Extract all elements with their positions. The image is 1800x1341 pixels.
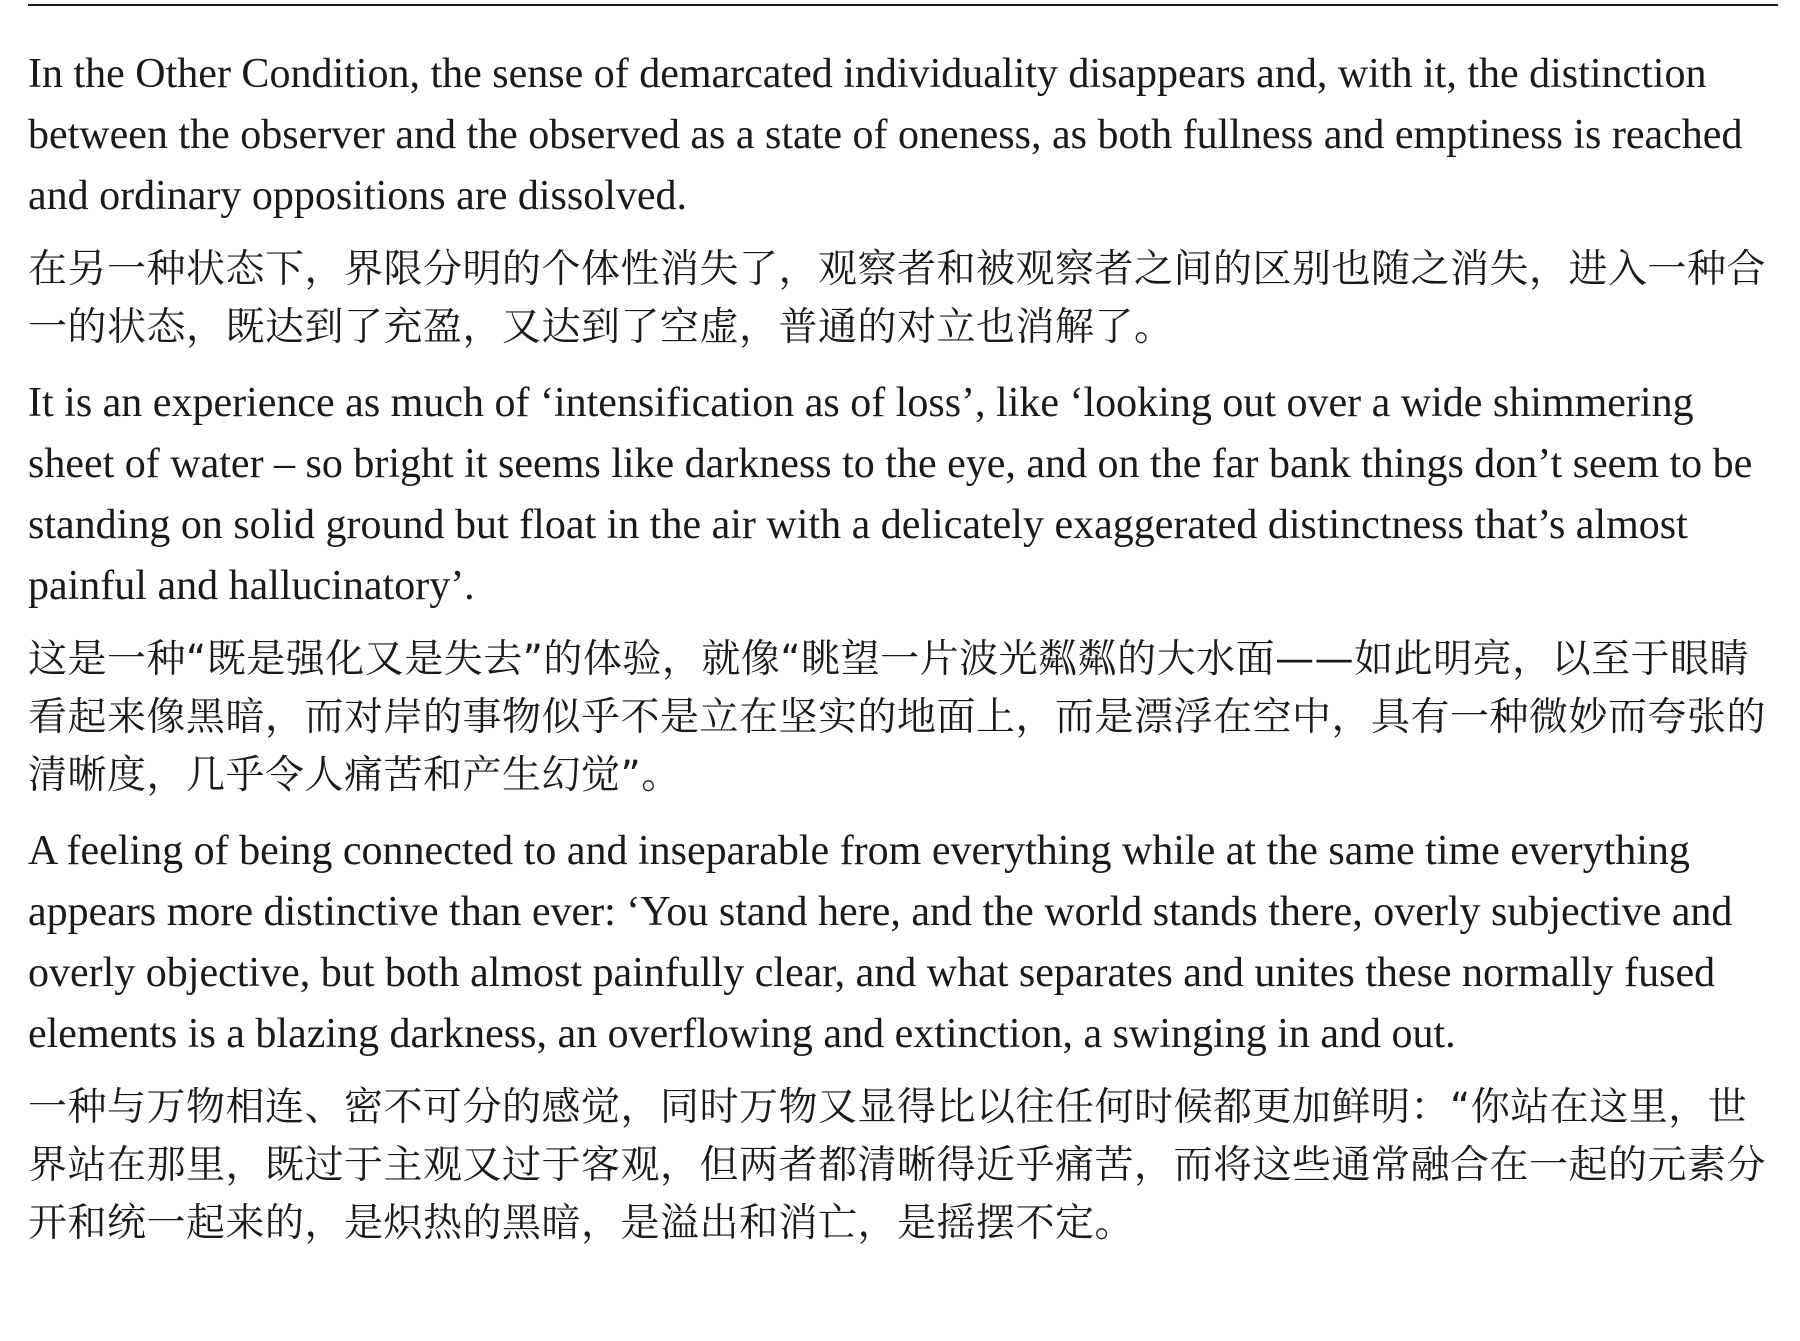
paragraph-zh-2: 这是一种“既是强化又是失去”的体验，就像“眺望一片波光粼粼的大水面——如此明亮，以至于眼睛看起来像黑暗，而对岸的事物似乎不是立在坚实的地面上，而是漂浮在空中，具有一种微妙而夸张的清晰度，几乎令人痛苦和产生幻觉”。 <box>28 637 1767 798</box>
paragraph-zh-3: 一种与万物相连、密不可分的感觉，同时万物又显得比以往任何时候都更加鲜明：“你站在这里，世界站在那里，既过于主观又过于客观，但两者都清晰得近乎痛苦，而将这些通常融合在一起的元素分开和统一起来的，是炽热的黑暗，是溢出和消亡，是摇摆不定。 <box>28 1085 1767 1246</box>
paragraph-zh-1: 在另一种状态下，界限分明的个体性消失了，观察者和被观察者之间的区别也随之消失，进入一种合一的状态，既达到了充盈，又达到了空虚，普通的对立也消解了。 <box>28 247 1767 350</box>
article-body <box>28 44 1780 1269</box>
top-divider <box>28 4 1778 6</box>
paragraph-en-2: It is an experience as much of ‘intensification as of loss’, like ‘looking out over a wide shimmering sheet of water – so bright it seems like darkness to the eye, and on the far bank things don’t seem to be standing on solid ground but float in the air with a delicately exaggerated distinctness that’s almost painful and hallucinatory’. <box>28 380 1753 609</box>
paragraph-en-1: In the Other Condition, the sense of demarcated individuality disappears and, with it, the distinction between the observer and the observed as a state of oneness, as both fullness and emptiness is reached and ordinary oppositions are dissolved. <box>28 51 1743 219</box>
paragraph-en-3: A feeling of being connected to and inseparable from everything while at the same time everything appears more distinctive than ever: ‘You stand here, and the world stands there, overly subjective and overly objective, but both almost painfully clear, and what separates and unites these normally fused elements is a blazing darkness, an overflowing and extinction, a swinging in and out. <box>28 828 1733 1057</box>
